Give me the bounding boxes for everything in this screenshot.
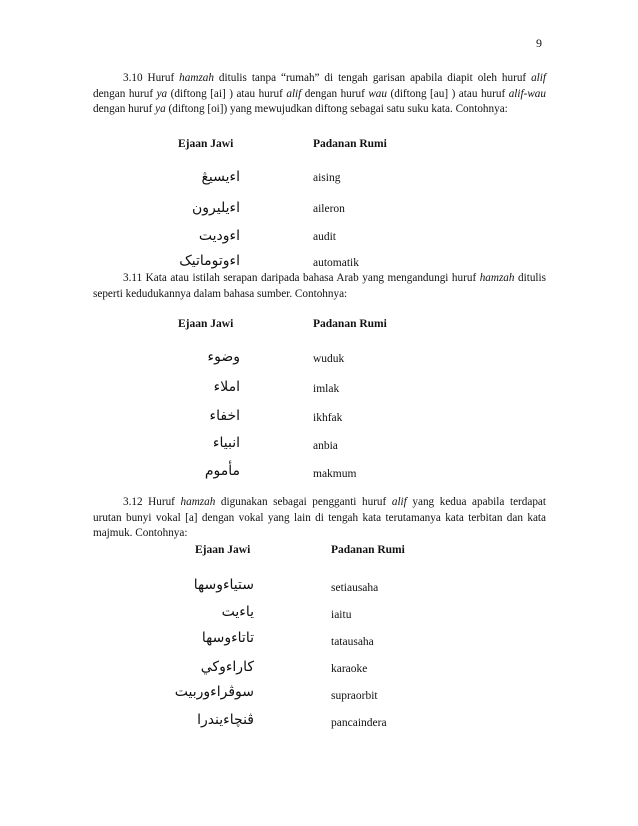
rumi-word: imlak	[313, 383, 340, 395]
header-ejaan-jawi: Ejaan Jawi	[178, 138, 234, 150]
jawi-word: املاء	[213, 379, 240, 395]
rumi-word: automatik	[313, 257, 359, 269]
jawi-word: وضوء	[207, 349, 240, 365]
italic-term: hamzah	[179, 72, 214, 84]
paragraph-3-12: 3.12 Huruf hamzah digunakan sebagai pengganti huruf alif yang kedua apabila terdapat urutan bunyi vokal [a] dengan vokal yang lain di tengah kata terutamanya kata terbitan dan kata majmuk. Contohnya:	[93, 496, 546, 539]
italic-term: alif	[531, 72, 546, 84]
rumi-word: supraorbit	[331, 690, 378, 702]
rumi-word: karaoke	[331, 663, 368, 675]
rumi-word: pancaindera	[331, 717, 387, 729]
rumi-word: aising	[313, 172, 341, 184]
italic-term: hamzah	[479, 272, 515, 284]
italic-term: alif	[391, 496, 407, 508]
jawi-word: سوڤراءوربيت	[174, 684, 254, 700]
italic-term: ya	[155, 103, 166, 115]
rumi-word: tatausaha	[331, 636, 374, 648]
paragraph-3-10: 3.10 Huruf hamzah ditulis tanpa “rumah” di tengah garisan apabila diapit oleh huruf alif dengan huruf ya (diftong [ai] ) atau huruf alif dengan huruf wau (diftong [au] ) atau huruf alif-wau dengan huruf ya (diftong [oi]) yang mewujudkan diftong sebagai satu suku kata. Contohnya:	[93, 72, 546, 115]
jawi-word: اءيليرون	[192, 200, 240, 216]
jawi-word: مأموم	[204, 463, 240, 479]
header-padanan-rumi: Padanan Rumi	[313, 318, 387, 330]
jawi-word: اءوتوماتيک	[179, 253, 240, 269]
italic-term: alif	[286, 87, 302, 100]
jawi-word: اخفاء	[209, 408, 240, 424]
italic-term: alif-wau	[508, 87, 546, 100]
rumi-word: aileron	[313, 203, 345, 215]
rumi-word: wuduk	[313, 353, 345, 365]
rumi-word: setiausaha	[331, 582, 379, 594]
jawi-word: ياءيت	[221, 604, 254, 620]
paragraph-3-11: 3.11 Kata atau istilah serapan daripada bahasa Arab yang mengandungi huruf hamzah ditulis seperti kedudukannya dalam bahasa sumber. Contohnya:	[93, 272, 546, 300]
header-padanan-rumi: Padanan Rumi	[331, 544, 405, 556]
jawi-word: کاراءوکي	[200, 659, 254, 675]
italic-term: wau	[368, 87, 387, 100]
jawi-word: ستياءوسها	[193, 577, 254, 593]
jawi-word: ڤنچاءيندرا	[197, 712, 254, 728]
header-ejaan-jawi: Ejaan Jawi	[195, 544, 251, 556]
page-number: 9	[536, 36, 542, 50]
italic-term: hamzah	[180, 496, 216, 508]
jawi-word: تاتاءوسها	[201, 630, 254, 646]
jawi-word: انبياء	[212, 435, 240, 451]
rumi-word: anbia	[313, 440, 338, 452]
header-padanan-rumi: Padanan Rumi	[313, 138, 387, 150]
rumi-word: makmum	[313, 468, 357, 480]
jawi-word: اءيسيڠ	[201, 169, 240, 185]
italic-term: ya	[156, 87, 168, 100]
header-ejaan-jawi: Ejaan Jawi	[178, 318, 234, 330]
rumi-word: iaitu	[331, 609, 352, 621]
rumi-word: audit	[313, 231, 336, 243]
jawi-word: اءوديت	[198, 228, 240, 244]
rumi-word: ikhfak	[313, 412, 343, 424]
